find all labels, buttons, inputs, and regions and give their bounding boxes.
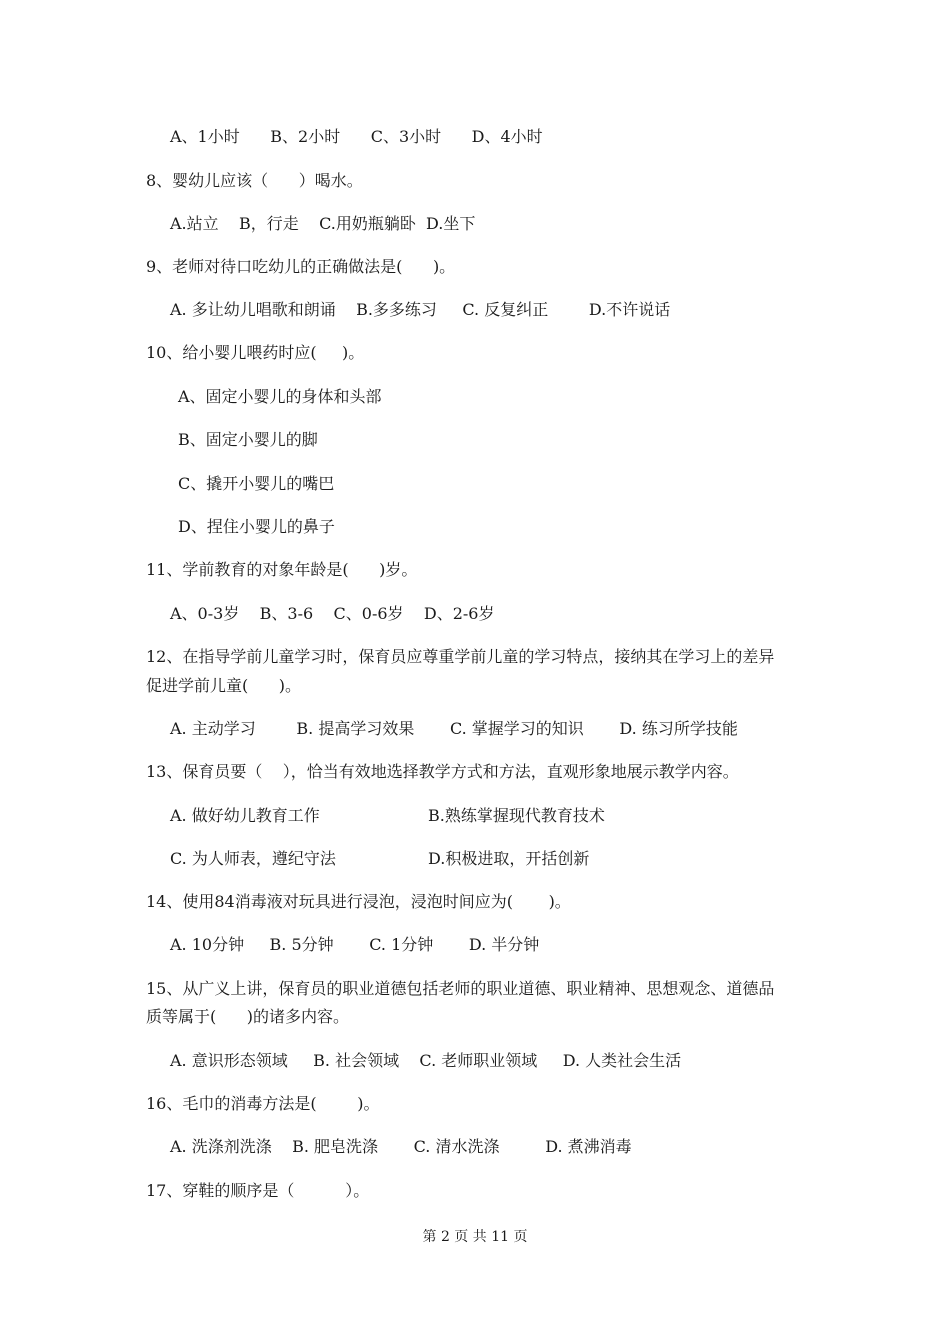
q7-options: A、1小时 B、2小时 C、3小时 D、4小时 — [170, 127, 543, 146]
q10-option-a: A、固定小婴儿的身体和头部 — [178, 387, 382, 406]
q13-option-d: D.积极进取，开括创新 — [428, 849, 590, 868]
q16-stem: 16、毛巾的消毒方法是( )。 — [146, 1094, 380, 1113]
q15-stem-line2: 质等属于( )的诸多内容。 — [146, 1007, 350, 1026]
q14-options: A. 10分钟 B. 5分钟 C. 1分钟 D. 半分钟 — [170, 935, 540, 954]
q16-options: A. 洗涤剂洗涤 B. 肥皂洗涤 C. 清水洗涤 D. 煮沸消毒 — [170, 1137, 632, 1156]
q12-options: A. 主动学习 B. 提高学习效果 C. 掌握学习的知识 D. 练习所学技能 — [170, 719, 738, 738]
q12-stem-line1: 12、在指导学前儿童学习时，保育员应尊重学前儿童的学习特点，接纳其在学习上的差异 — [146, 647, 775, 666]
q14-stem: 14、使用84消毒液对玩具进行浸泡，浸泡时间应为( )。 — [146, 892, 571, 911]
q13-stem: 13、保育员要（ ），恰当有效地选择教学方式和方法，直观形象地展示教学内容。 — [146, 762, 739, 781]
q12-stem-line2: 促进学前儿童( )。 — [146, 676, 302, 695]
q10-stem: 10、给小婴儿喂药时应( )。 — [146, 343, 365, 362]
q9-options: A. 多让幼儿唱歌和朗诵 B.多多练习 C. 反复纠正 D.不许说话 — [170, 300, 671, 319]
q17-stem: 17、穿鞋的顺序是（ ）。 — [146, 1181, 370, 1200]
q10-option-d: D、捏住小婴儿的鼻子 — [178, 517, 335, 536]
q11-stem: 11、学前教育的对象年龄是( )岁。 — [146, 560, 418, 579]
q13-option-a: A. 做好幼儿教育工作 — [170, 806, 320, 825]
q8-stem: 8、婴幼儿应该（ ）喝水。 — [146, 171, 363, 190]
q10-option-b: B、固定小婴儿的脚 — [178, 430, 318, 449]
q13-option-b: B.熟练掌握现代教育技术 — [428, 806, 605, 825]
q11-options: A、0-3岁 B、3-6 C、0-6岁 D、2-6岁 — [170, 604, 495, 623]
q13-option-c: C. 为人师表，遵纪守法 — [170, 849, 336, 868]
q10-option-c: C、撬开小婴儿的嘴巴 — [178, 474, 335, 493]
q15-options: A. 意识形态领域 B. 社会领域 C. 老师职业领域 D. 人类社会生活 — [170, 1051, 682, 1070]
q9-stem: 9、老师对待口吃幼儿的正确做法是( )。 — [146, 257, 456, 276]
page-footer: 第 2 页 共 11 页 — [422, 1229, 528, 1245]
q15-stem-line1: 15、从广义上讲，保育员的职业道德包括老师的职业道德、职业精神、思想观念、道德品 — [146, 979, 775, 998]
q8-options: A.站立 B，行走 C.用奶瓶躺卧 D.坐下 — [170, 214, 476, 233]
